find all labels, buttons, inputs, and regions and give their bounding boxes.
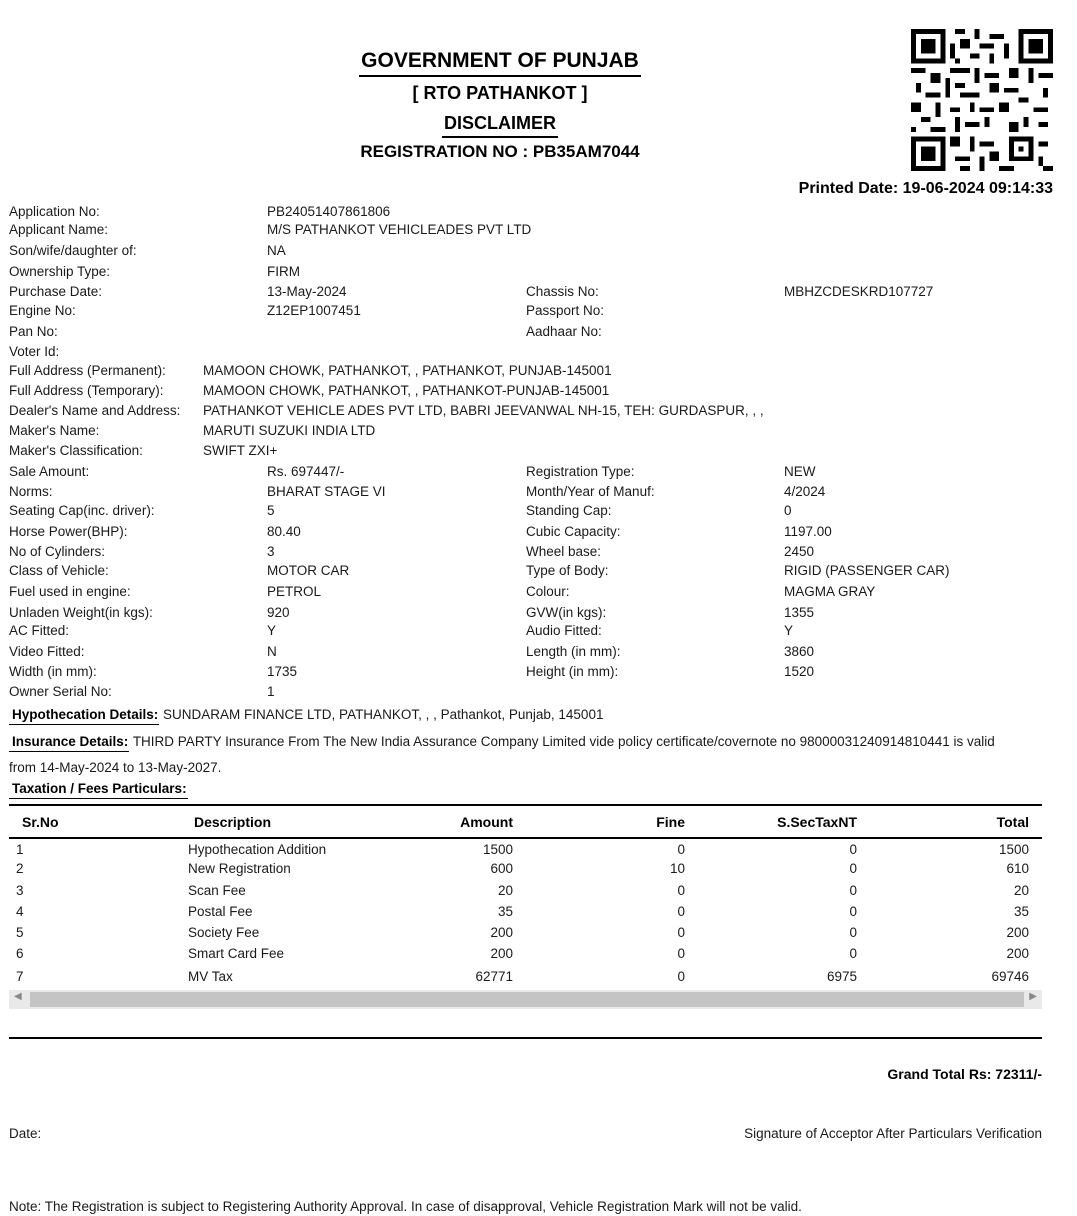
tax-cell-fine: 0 [677,842,685,857]
col-amount: Amount [460,814,513,830]
chevron-right-icon[interactable]: ▶ [1029,991,1037,1002]
tax-cell-fine: 0 [677,969,685,984]
label-audio: Audio Fitted: [526,623,602,638]
row-engine-no [0,303,1077,323]
row-video [0,644,1077,664]
value-seating: 5 [267,503,275,518]
tax-cell-desc: Hypothecation Addition [188,842,327,857]
tax-cell-ssec: 0 [849,883,857,898]
tax-cell-fine: 0 [677,883,685,898]
label-video: Video Fitted: [9,644,85,659]
label-height: Height (in mm): [526,664,619,679]
scrollbar-thumb[interactable] [30,992,1024,1007]
value-maker-class: SWIFT ZXI+ [203,443,278,458]
value-body-type: RIGID (PASSENGER CAR) [784,563,950,578]
label-maker-class: Maker's Classification: [9,443,143,458]
label-colour: Colour: [526,584,570,599]
tax-cell-fine: 0 [677,925,685,940]
value-chassis-no: MBHZCDESKRD107727 [784,284,934,299]
chevron-left-icon[interactable]: ◀ [14,991,22,1002]
label-address-temporary: Full Address (Temporary): [9,383,164,398]
tax-cell-ssec: 0 [849,842,857,857]
row-maker-class [0,443,1077,463]
row-maker [0,423,1077,443]
tax-cell-sr: 1 [16,842,24,857]
label-standing: Standing Cap: [526,503,612,518]
label-dealer: Dealer's Name and Address: [9,403,181,418]
row-relation [0,243,1077,263]
row-application-no [0,204,1077,224]
tax-cell-total: 1500 [998,842,1029,857]
label-applicant-name: Applicant Name: [9,222,109,237]
hypothecation-label: Hypothecation Details: [9,707,159,725]
label-relation: Son/wife/daughter of: [9,243,137,258]
tax-cell-desc: MV Tax [188,969,233,984]
tax-cell-ssec: 0 [849,946,857,961]
row-pan-no [0,324,1077,344]
printed-date: Printed Date: 19-06-2024 09:14:33 [798,180,1053,197]
label-vehicle-class: Class of Vehicle: [9,563,109,578]
value-colour: MAGMA GRAY [784,584,876,599]
label-reg-type: Registration Type: [526,464,635,479]
row-norms [0,484,1077,504]
value-relation: NA [267,243,286,258]
label-chassis-no: Chassis No: [526,284,599,299]
tax-cell-sr: 4 [16,904,24,919]
label-cylinders: No of Cylinders: [9,544,106,559]
row-purchase-date [0,284,1077,304]
value-ownership-type: FIRM [267,264,300,279]
label-purchase-date: Purchase Date: [9,284,103,299]
value-cubic-capacity: 1197.00 [784,524,832,539]
table-bottom-rule [9,1037,1042,1039]
tax-cell-total: 69746 [991,969,1029,984]
label-pan-no: Pan No: [9,324,58,339]
value-owner-serial: 1 [267,684,275,699]
value-maker: MARUTI SUZUKI INDIA LTD [203,423,376,438]
value-length: 3860 [784,644,815,659]
tax-cell-sr: 3 [16,883,24,898]
hypothecation-details [9,707,603,722]
row-voter-id [0,344,1077,364]
label-width: Width (in mm): [9,664,97,679]
value-height: 1520 [784,664,815,679]
row-applicant-name [0,222,1077,242]
label-fuel: Fuel used in engine: [9,584,131,599]
insurance-details [9,734,995,749]
col-ssectaxnt: S.SecTaxNT [777,814,857,830]
row-address-temporary [0,383,1077,403]
header-office [0,83,1000,104]
office-title: [ RTO PATHANKOT ] [412,83,588,103]
row-seating [0,503,1077,523]
tax-cell-amount: 62771 [475,969,513,984]
value-manuf: 4/2024 [784,484,826,499]
value-fuel: PETROL [267,584,322,599]
label-body-type: Type of Body: [526,563,609,578]
tax-cell-ssec: 0 [849,925,857,940]
value-address-permanent: MAMOON CHOWK, PATHANKOT, , PATHANKOT, PUNJAB-145001 [203,363,612,378]
tax-cell-desc: Scan Fee [188,883,246,898]
value-vehicle-class: MOTOR CAR [267,563,350,578]
registration-number: REGISTRATION NO : PB35AM7044 [360,142,640,161]
government-title: GOVERNMENT OF PUNJAB [359,49,641,77]
value-unladen-weight: 920 [267,605,290,620]
tax-cell-ssec: 0 [849,861,857,876]
value-applicant-name: M/S PATHANKOT VEHICLEADES PVT LTD [267,222,532,237]
value-standing: 0 [784,503,792,518]
label-unladen-weight: Unladen Weight(in kgs): [9,605,153,620]
row-fuel [0,584,1077,604]
value-gvw: 1355 [784,605,815,620]
value-application-no: PB24051407861806 [267,204,391,219]
tax-cell-amount: 20 [497,883,513,898]
value-dealer: PATHANKOT VEHICLE ADES PVT LTD, BABRI JEEVANWAL NH-15, TEH: GURDASPUR, , , [203,403,764,418]
tax-cell-sr: 6 [16,946,24,961]
row-vehicle-class [0,563,1077,583]
disapproval-note: Note: The Registration is subject to Registering Authority Approval. In case of disapproval, Vehicle Registration Mark will not be valid. [9,1199,802,1214]
tax-cell-amount: 200 [490,925,513,940]
value-address-temporary: MAMOON CHOWK, PATHANKOT, , PATHANKOT-PUNJAB-145001 [203,383,610,398]
label-passport-no: Passport No: [526,303,605,318]
value-sale-amount: Rs. 697447/- [267,464,345,479]
label-ac: AC Fitted: [9,623,70,638]
value-horse-power: 80.40 [267,524,301,539]
tax-cell-total: 200 [1006,946,1029,961]
grand-total: Grand Total Rs: 72311/- [887,1066,1042,1082]
header-doc-type [0,113,1000,138]
row-ac [0,623,1077,643]
date-label: Date: [9,1126,42,1141]
horizontal-scrollbar[interactable] [9,990,1042,1009]
tax-cell-amount: 1500 [482,842,513,857]
row-sale-amount [0,464,1077,484]
tax-cell-ssec: 6975 [826,969,857,984]
insurance-label: Insurance Details: [9,734,129,752]
label-aadhaar-no: Aadhaar No: [526,324,602,339]
tax-cell-fine: 0 [677,904,685,919]
row-unladen-weight [0,605,1077,625]
row-ownership-type [0,264,1077,284]
hypothecation-value: SUNDARAM FINANCE LTD, PATHANKOT, , , Pathankot, Punjab, 145001 [163,707,604,722]
tax-cell-ssec: 0 [849,904,857,919]
signature-label: Signature of Acceptor After Particulars Verification [744,1126,1042,1141]
tax-cell-total: 610 [1006,861,1029,876]
value-wheelbase: 2450 [784,544,815,559]
table-header-rule [9,837,1042,839]
value-norms: BHARAT STAGE VI [267,484,386,499]
label-ownership-type: Ownership Type: [9,264,111,279]
label-length: Length (in mm): [526,644,621,659]
tax-cell-total: 200 [1006,925,1029,940]
label-wheelbase: Wheel base: [526,544,602,559]
row-dealer [0,403,1077,423]
label-horse-power: Horse Power(BHP): [9,524,128,539]
label-owner-serial: Owner Serial No: [9,684,112,699]
taxation-title-text: Taxation / Fees Particulars: [9,781,188,799]
tax-cell-amount: 35 [497,904,513,919]
label-voter-id: Voter Id: [9,344,60,359]
tax-cell-desc: Smart Card Fee [188,946,285,961]
tax-cell-desc: Society Fee [188,925,260,940]
header-government [0,49,1000,77]
label-sale-amount: Sale Amount: [9,464,90,479]
label-engine-no: Engine No: [9,303,76,318]
value-ac: Y [267,623,277,638]
label-maker: Maker's Name: [9,423,100,438]
value-width: 1735 [267,664,298,679]
tax-cell-amount: 200 [490,946,513,961]
col-sr-no: Sr.No [22,814,59,830]
label-cubic-capacity: Cubic Capacity: [526,524,621,539]
insurance-line1: THIRD PARTY Insurance From The New India Assurance Company Limited vide policy certificate/covernote no 98000031240914810441 is valid [132,734,995,749]
value-video: N [267,644,277,659]
value-purchase-date: 13-May-2024 [267,284,347,299]
table-top-rule [9,804,1042,806]
row-cylinders [0,544,1077,564]
col-fine: Fine [656,814,685,830]
insurance-line2: from 14-May-2024 to 13-May-2027. [9,760,222,775]
row-horse-power [0,524,1077,544]
value-cylinders: 3 [267,544,275,559]
tax-cell-total: 20 [1013,883,1029,898]
qr-code-icon [911,29,1053,171]
tax-cell-amount: 600 [490,861,513,876]
label-norms: Norms: [9,484,53,499]
row-owner-serial [0,684,1077,704]
tax-cell-sr: 7 [16,969,24,984]
tax-cell-sr: 5 [16,925,24,940]
disclaimer-title: DISCLAIMER [442,113,558,138]
tax-cell-fine: 10 [669,861,685,876]
tax-cell-desc: New Registration [188,861,291,876]
col-total: Total [996,814,1029,830]
col-description: Description [194,814,272,830]
label-address-permanent: Full Address (Permanent): [9,363,166,378]
row-width [0,664,1077,684]
tax-cell-total: 35 [1013,904,1029,919]
header-registration [0,142,1000,162]
label-manuf: Month/Year of Manuf: [526,484,655,499]
label-gvw: GVW(in kgs): [526,605,607,620]
taxation-title [9,781,188,796]
value-engine-no: Z12EP1007451 [267,303,361,318]
tax-cell-sr: 2 [16,861,24,876]
row-address-permanent [0,363,1077,383]
label-application-no: Application No: [9,204,100,219]
value-reg-type: NEW [784,464,816,479]
tax-cell-desc: Postal Fee [188,904,253,919]
label-seating: Seating Cap(inc. driver): [9,503,155,518]
tax-cell-fine: 0 [677,946,685,961]
value-audio: Y [784,623,794,638]
